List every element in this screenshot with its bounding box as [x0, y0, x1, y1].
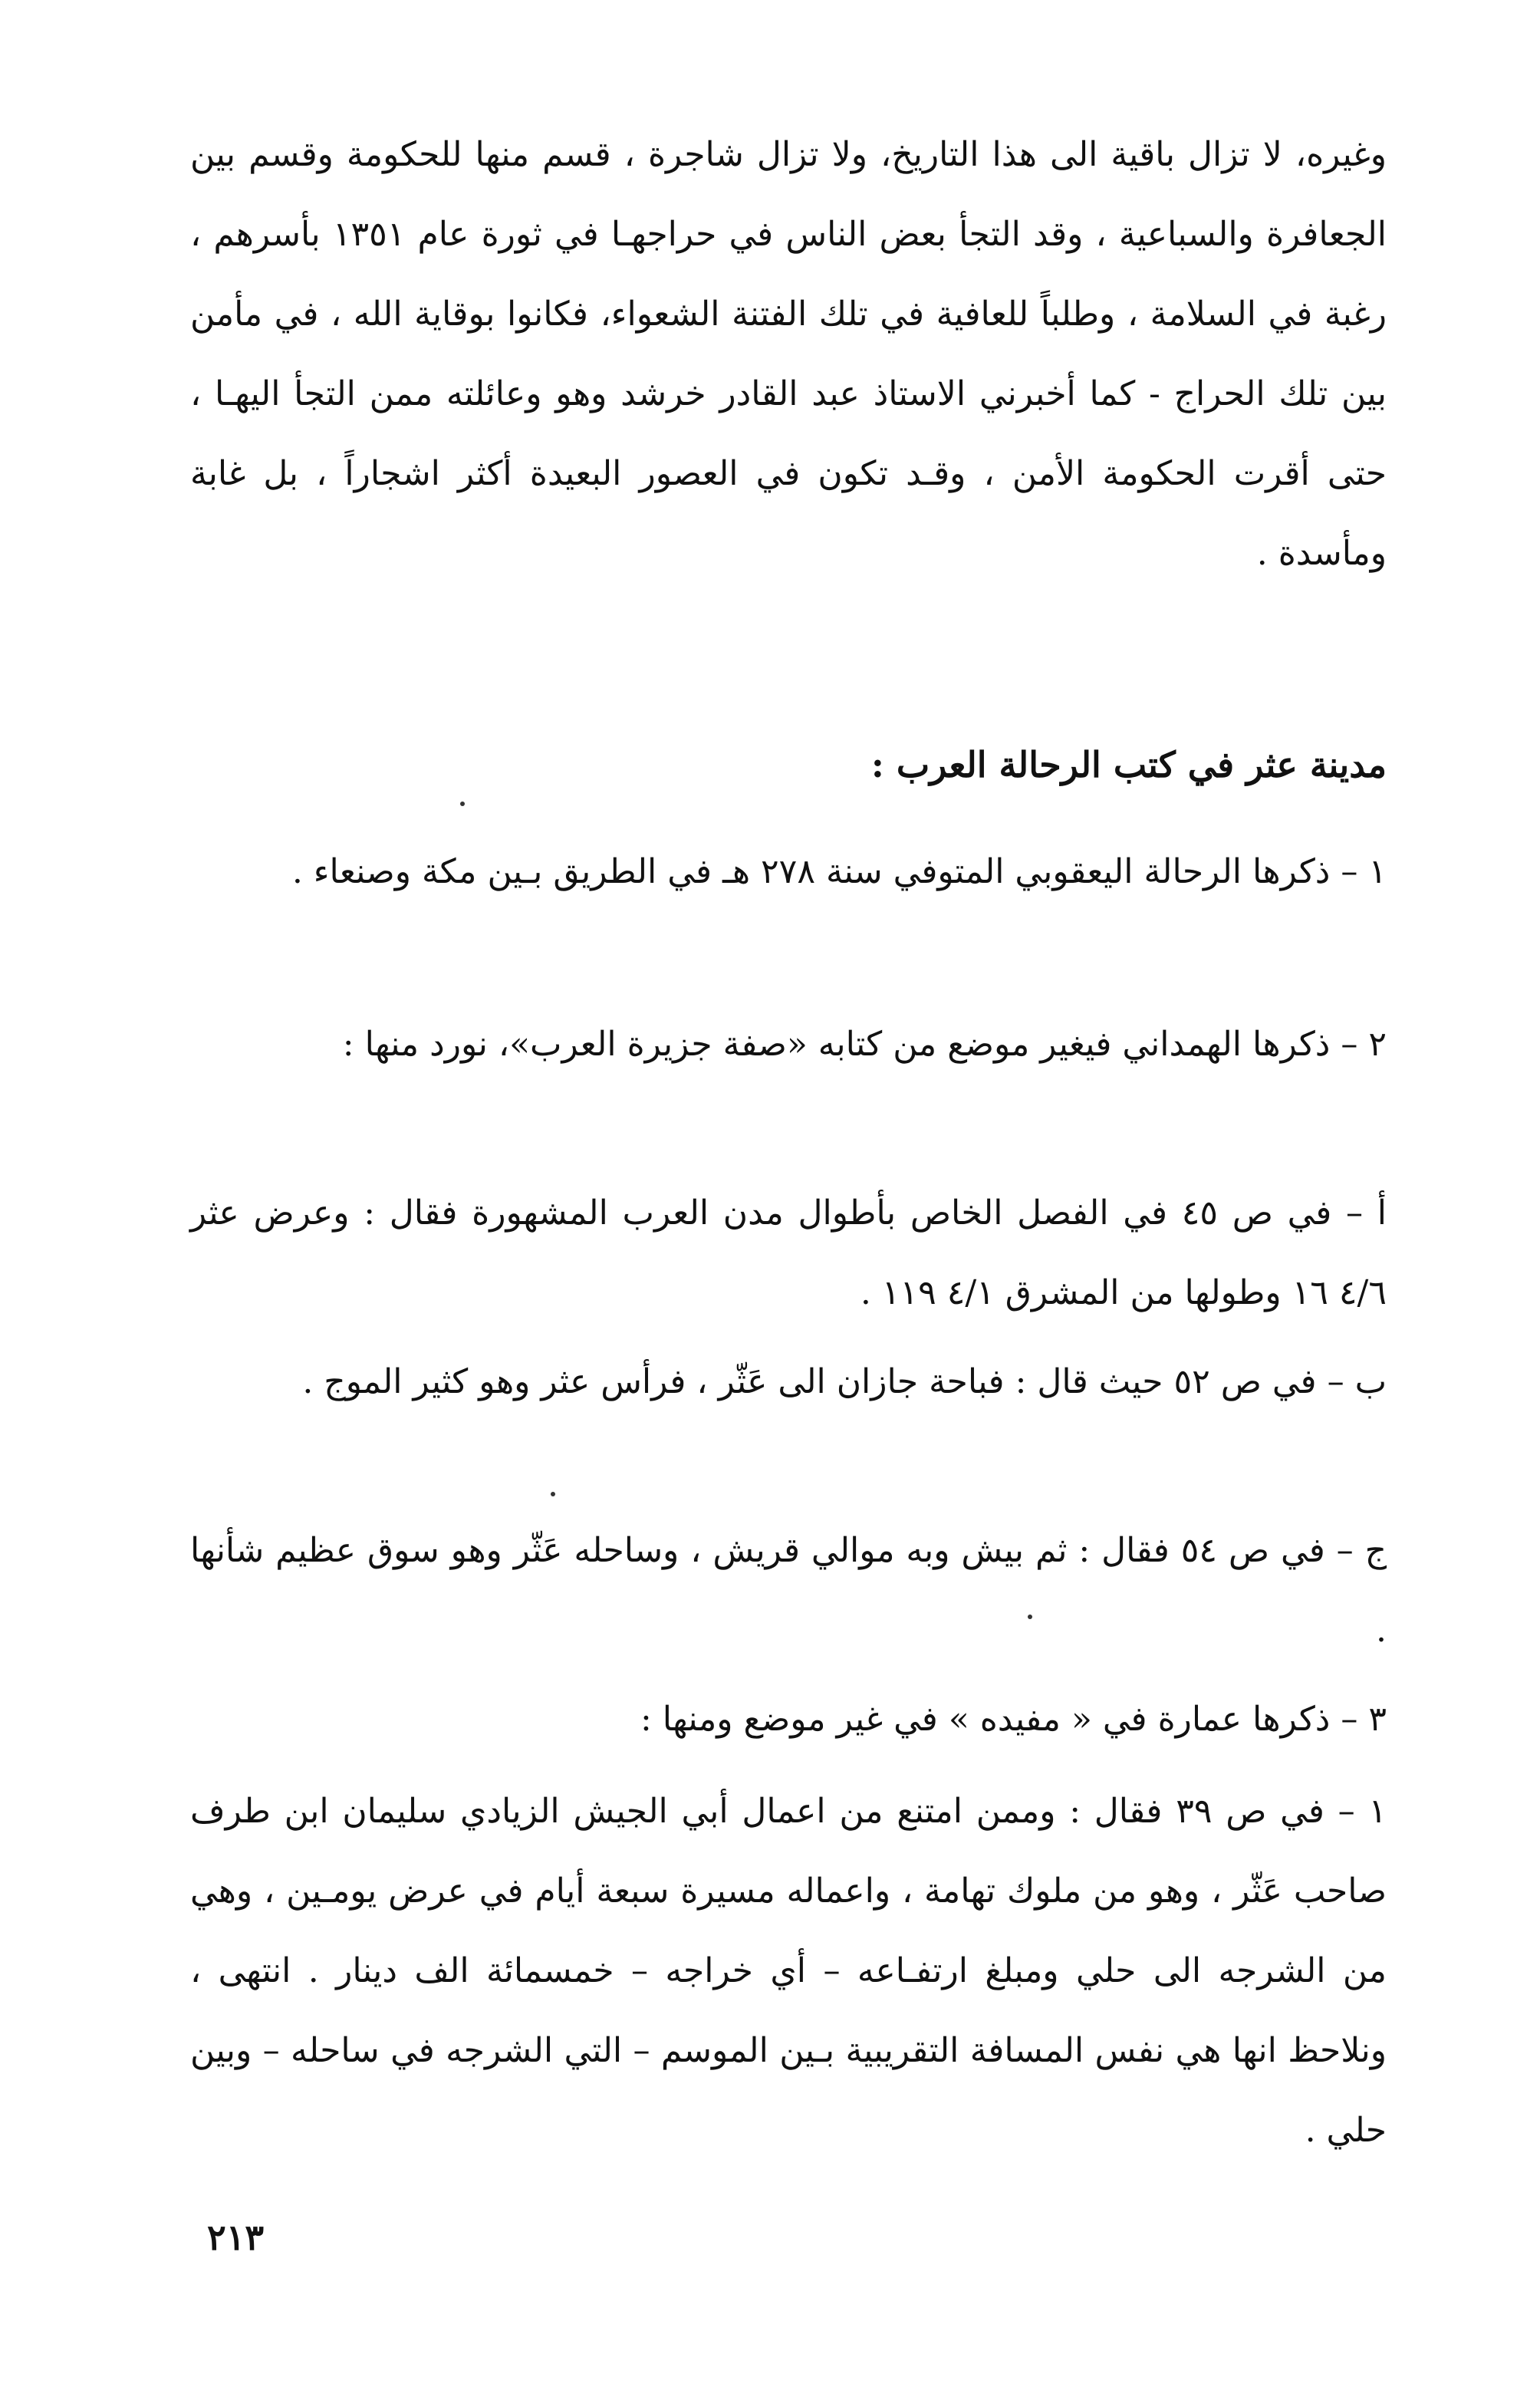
- list-item-2: [190, 1005, 1387, 1085]
- list-item-3-1: [190, 1772, 1387, 2171]
- list-item-2c: [190, 1511, 1387, 1671]
- intro-paragraph: [190, 115, 1387, 594]
- list-item-3: [190, 1680, 1387, 1759]
- print-speck: [460, 802, 465, 806]
- print-speck: [1028, 1615, 1032, 1619]
- list-item-2c-text: ج – في ص ٥٤ فقال : ثم بيش وبه موالي قريش ، وساحله عَثّر وهو سوق عظيم شأنها .: [190, 1531, 1387, 1650]
- list-item-2-text: ٢ – ذكرها الهمداني فيغير موضع من كتابه «صفة جزيرة العرب»، نورد منها :: [342, 1025, 1387, 1064]
- list-item-2b-text: ب – في ص ٥٢ حيث قال : فباحة جازان الى عَثّر ، فرأس عثر وهو كثير الموج .: [302, 1362, 1387, 1401]
- list-item-1: [190, 832, 1387, 912]
- intro-paragraph-text: وغيره، لا تزال باقية الى هذا التاريخ، ولا تزال شاجرة ، قسم منها للحكومة وقسم بين الجعافرة والسباعية ، وقد التجأ بعض الناس في حراجهـا في ثورة عام ١٣٥١ بأسرهم ، رغبة في السلامة ، وطلباً للعافية في تلك الفتنة الشعواء، فكانوا بوقاية الله ، في مأمن بين تلك الحراج - كما أخبرني الاستاذ عبد القادر خرشد وهو وعائلته ممن التجأ اليهـا ، حتى أقرت الحكومة الأمن ، وقـد تكون في العصور البعيدة أكثر اشجاراً ، بل غابة ومأسدة .: [190, 135, 1387, 573]
- list-item-2a-text: أ – في ص ٤٥ في الفصل الخاص بأطوال مدن العرب المشهورة فقال : وعرض عثر ٤/٦ ١٦ وطولها من المشرق ٤/١ ١١٩ .: [190, 1193, 1387, 1312]
- list-item-3-text: ٣ – ذكرها عمارة في « مفيده » في غير موضع ومنها :: [640, 1700, 1387, 1739]
- print-speck: [551, 1492, 555, 1496]
- list-item-3-1-text: ١ – في ص ٣٩ فقال : وممن امتنع من اعمال أبي الجيش الزيادي سليمان ابن طرف صاحب عَثّر ، وهو من ملوك تهامة ، واعماله مسيرة سبعة أيام في عرض يومـين ، وهي من الشرجه الى حلي ومبلغ ارتفـاعه – أي خراجه – خمسمائة الف دينار . انتهى ، ونلاحظ انها هي نفس المسافة التقريبية بـين الموسم – التي الشرجه في ساحله – وبين حلي .: [190, 1792, 1387, 2150]
- list-item-2b: [190, 1342, 1387, 1422]
- list-item-1-text: ١ – ذكرها الرحالة اليعقوبي المتوفي سنة ٢٧٨ هـ في الطريق بـين مكة وصنعاء .: [291, 852, 1387, 891]
- list-item-2a: [190, 1174, 1387, 1333]
- section-heading: مدينة عثر في كتب الرحالة العرب :: [870, 744, 1387, 785]
- page-number: ٢١٣: [207, 2217, 265, 2258]
